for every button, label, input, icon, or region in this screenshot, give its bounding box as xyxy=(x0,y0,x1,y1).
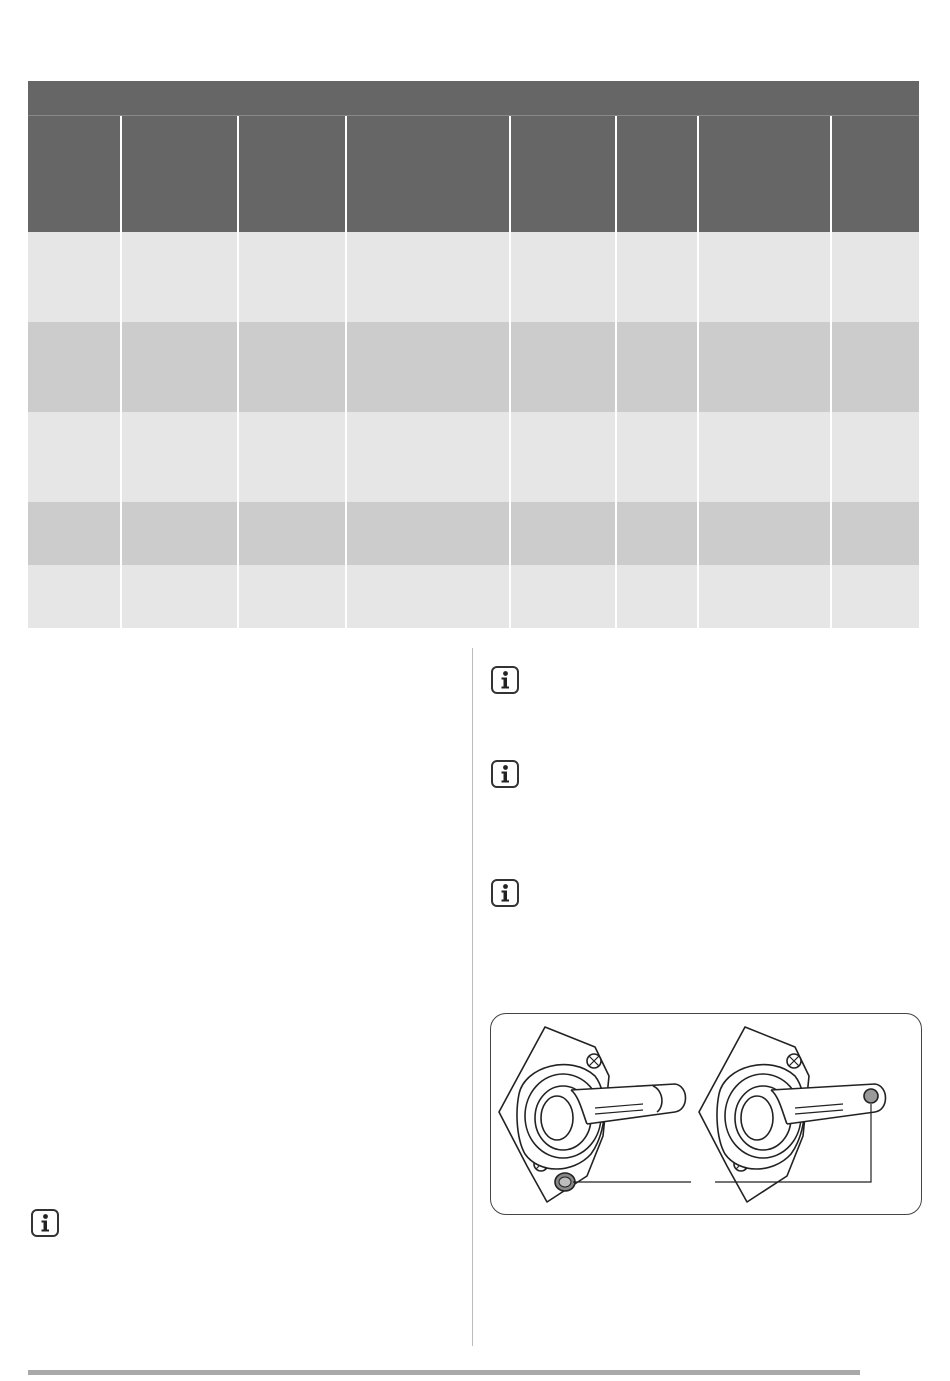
gas-tap-figure xyxy=(490,1013,922,1215)
table-cell xyxy=(832,232,919,322)
table-header-cell xyxy=(832,116,919,232)
table-cell xyxy=(832,565,919,628)
table-cell xyxy=(122,322,237,412)
table-cell xyxy=(122,502,237,565)
table-row xyxy=(28,232,919,322)
table-cell xyxy=(28,502,120,565)
table-row xyxy=(28,565,919,628)
table-row xyxy=(28,502,919,565)
table-cell xyxy=(617,412,697,502)
table-cell xyxy=(617,322,697,412)
table-cell xyxy=(122,412,237,502)
table-cell xyxy=(28,322,120,412)
table-cell xyxy=(122,565,237,628)
table-divider xyxy=(120,116,122,628)
table-cell xyxy=(347,232,509,322)
table-header-cell xyxy=(699,116,830,232)
table-cell xyxy=(511,232,615,322)
table-cell xyxy=(347,565,509,628)
table-cell xyxy=(699,502,830,565)
data-table xyxy=(28,81,919,628)
table-row xyxy=(28,322,919,412)
table-header-cell xyxy=(122,116,237,232)
table-cell xyxy=(239,322,345,412)
footer-bar xyxy=(28,1370,860,1375)
table-cell xyxy=(239,565,345,628)
table-header-row xyxy=(28,116,919,232)
table-header-cell xyxy=(347,116,509,232)
table-cell xyxy=(832,412,919,502)
table-cell xyxy=(511,565,615,628)
info-icon xyxy=(31,1209,59,1237)
table-divider xyxy=(345,116,347,628)
table-cell xyxy=(28,565,120,628)
gas-tap-illustration xyxy=(491,1014,921,1214)
table-header-cell xyxy=(511,116,615,232)
info-icon xyxy=(491,666,519,694)
table-cell xyxy=(239,502,345,565)
table-cell xyxy=(239,232,345,322)
table-divider xyxy=(697,116,699,628)
table-header-cell xyxy=(28,116,120,232)
table-cell xyxy=(122,232,237,322)
table-cell xyxy=(832,322,919,412)
gas-tap-left-illustration xyxy=(499,1027,686,1202)
table-cell xyxy=(617,232,697,322)
table-divider xyxy=(28,115,919,116)
table-cell xyxy=(347,502,509,565)
column-divider xyxy=(472,648,473,1346)
table-title-bar xyxy=(28,81,919,115)
table-header-cell xyxy=(239,116,345,232)
table-header-cell xyxy=(617,116,697,232)
table-cell xyxy=(239,412,345,502)
table-divider xyxy=(237,116,239,628)
table-cell xyxy=(511,322,615,412)
table-cell xyxy=(832,502,919,565)
table-cell xyxy=(511,502,615,565)
table-row xyxy=(28,412,919,502)
table-cell xyxy=(511,412,615,502)
info-icon xyxy=(491,879,519,907)
table-cell xyxy=(699,232,830,322)
table-divider xyxy=(509,116,511,628)
info-icon xyxy=(491,760,519,788)
table-cell xyxy=(28,232,120,322)
table-cell xyxy=(347,322,509,412)
table-divider xyxy=(615,116,617,628)
table-cell xyxy=(347,412,509,502)
table-cell xyxy=(699,412,830,502)
table-cell xyxy=(617,565,697,628)
gas-tap-right-illustration xyxy=(699,1027,886,1202)
table-cell xyxy=(699,322,830,412)
table-cell xyxy=(617,502,697,565)
table-cell xyxy=(699,565,830,628)
table-divider xyxy=(830,116,832,628)
table-cell xyxy=(28,412,120,502)
